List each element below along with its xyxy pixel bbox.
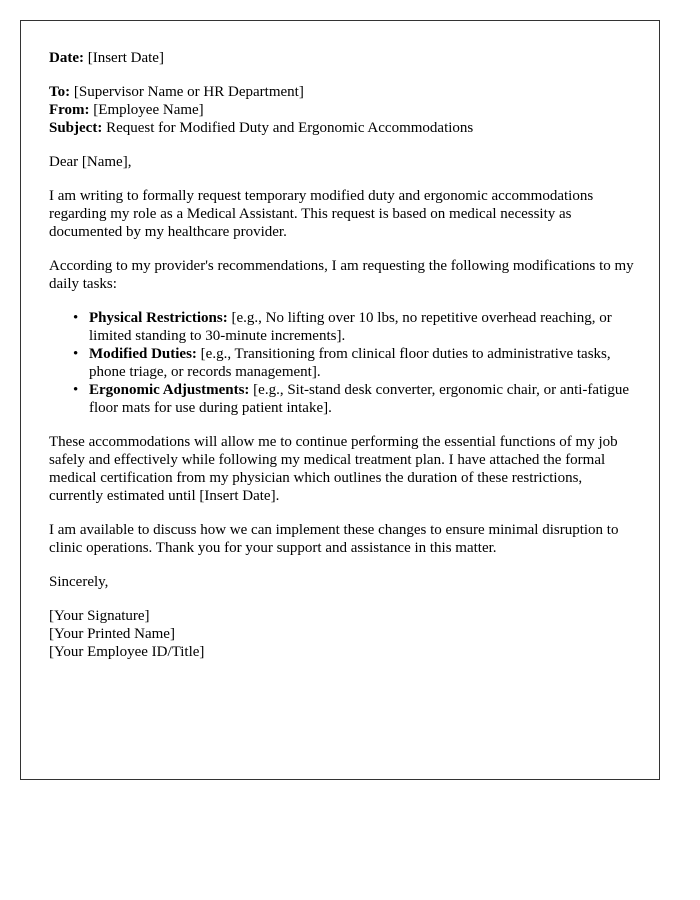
modifications-list — [49, 309, 639, 417]
modification-label: Ergonomic Adjustments: — [89, 382, 250, 398]
modification-label: Physical Restrictions: — [89, 310, 228, 326]
sign-off: Sincerely, — [49, 574, 109, 590]
date-value: [Insert Date] — [83, 50, 164, 66]
bullet-icon: • — [73, 346, 79, 362]
to-value: [Supervisor Name or HR Department] — [70, 84, 304, 100]
list-item — [73, 381, 639, 417]
subject-value: Request for Modified Duty and Ergonomic Accommodations — [102, 120, 474, 136]
list-item — [73, 345, 639, 381]
modification-text: [e.g., No lifting over 10 lbs, no repetitive overhead reaching, or limited standing to 30-minute increments]. — [89, 310, 612, 344]
date-line — [49, 49, 639, 67]
date-block — [49, 49, 639, 67]
lead-in-paragraph: According to my provider's recommendations, I am requesting the following modifications to my daily tasks: — [49, 258, 634, 292]
modification-text: [e.g., Sit-stand desk converter, ergonomic chair, or anti-fatigue floor mats for use during patient intake]. — [89, 382, 630, 416]
bullet-icon: • — [73, 382, 79, 398]
from-line — [49, 101, 639, 119]
list-item — [73, 309, 639, 345]
bullet-icon: • — [73, 310, 79, 326]
employee-id-line: [Your Employee ID/Title] — [49, 644, 205, 660]
printed-name-line: [Your Printed Name] — [49, 626, 175, 642]
to-line — [49, 83, 639, 101]
modification-text: [e.g., Transitioning from clinical floor duties to administrative tasks, phone triage, or records management]. — [89, 346, 611, 380]
from-label: From: — [49, 102, 90, 118]
closing-paragraph: I am available to discuss how we can implement these changes to ensure minimal disruption to clinic operations. Thank you for your support and assistance in this matter. — [49, 522, 619, 556]
modification-label: Modified Duties: — [89, 346, 197, 362]
salutation: Dear [Name], — [49, 154, 132, 170]
from-value: [Employee Name] — [89, 102, 204, 118]
to-label: To: — [49, 84, 71, 100]
intro-paragraph: I am writing to formally request temporary modified duty and ergonomic accommodations regarding my role as a Medical Assistant. This request is based on medical necessity as documented by my healthcare provider. — [49, 188, 594, 240]
signature-line: [Your Signature] — [49, 608, 150, 624]
date-label: Date: — [49, 50, 84, 66]
letter-body — [49, 49, 639, 661]
subject-label: Subject: — [49, 120, 103, 136]
address-block — [49, 83, 639, 137]
subject-line — [49, 119, 639, 137]
benefit-paragraph: These accommodations will allow me to continue performing the essential functions of my job safely and effectively while following my medical treatment plan. I have attached the formal medical certification from my physician which outlines the duration of these restrictions, currently estimated until [Insert Date]. — [49, 434, 618, 504]
signature-block — [49, 607, 639, 661]
letter-page — [20, 20, 660, 780]
